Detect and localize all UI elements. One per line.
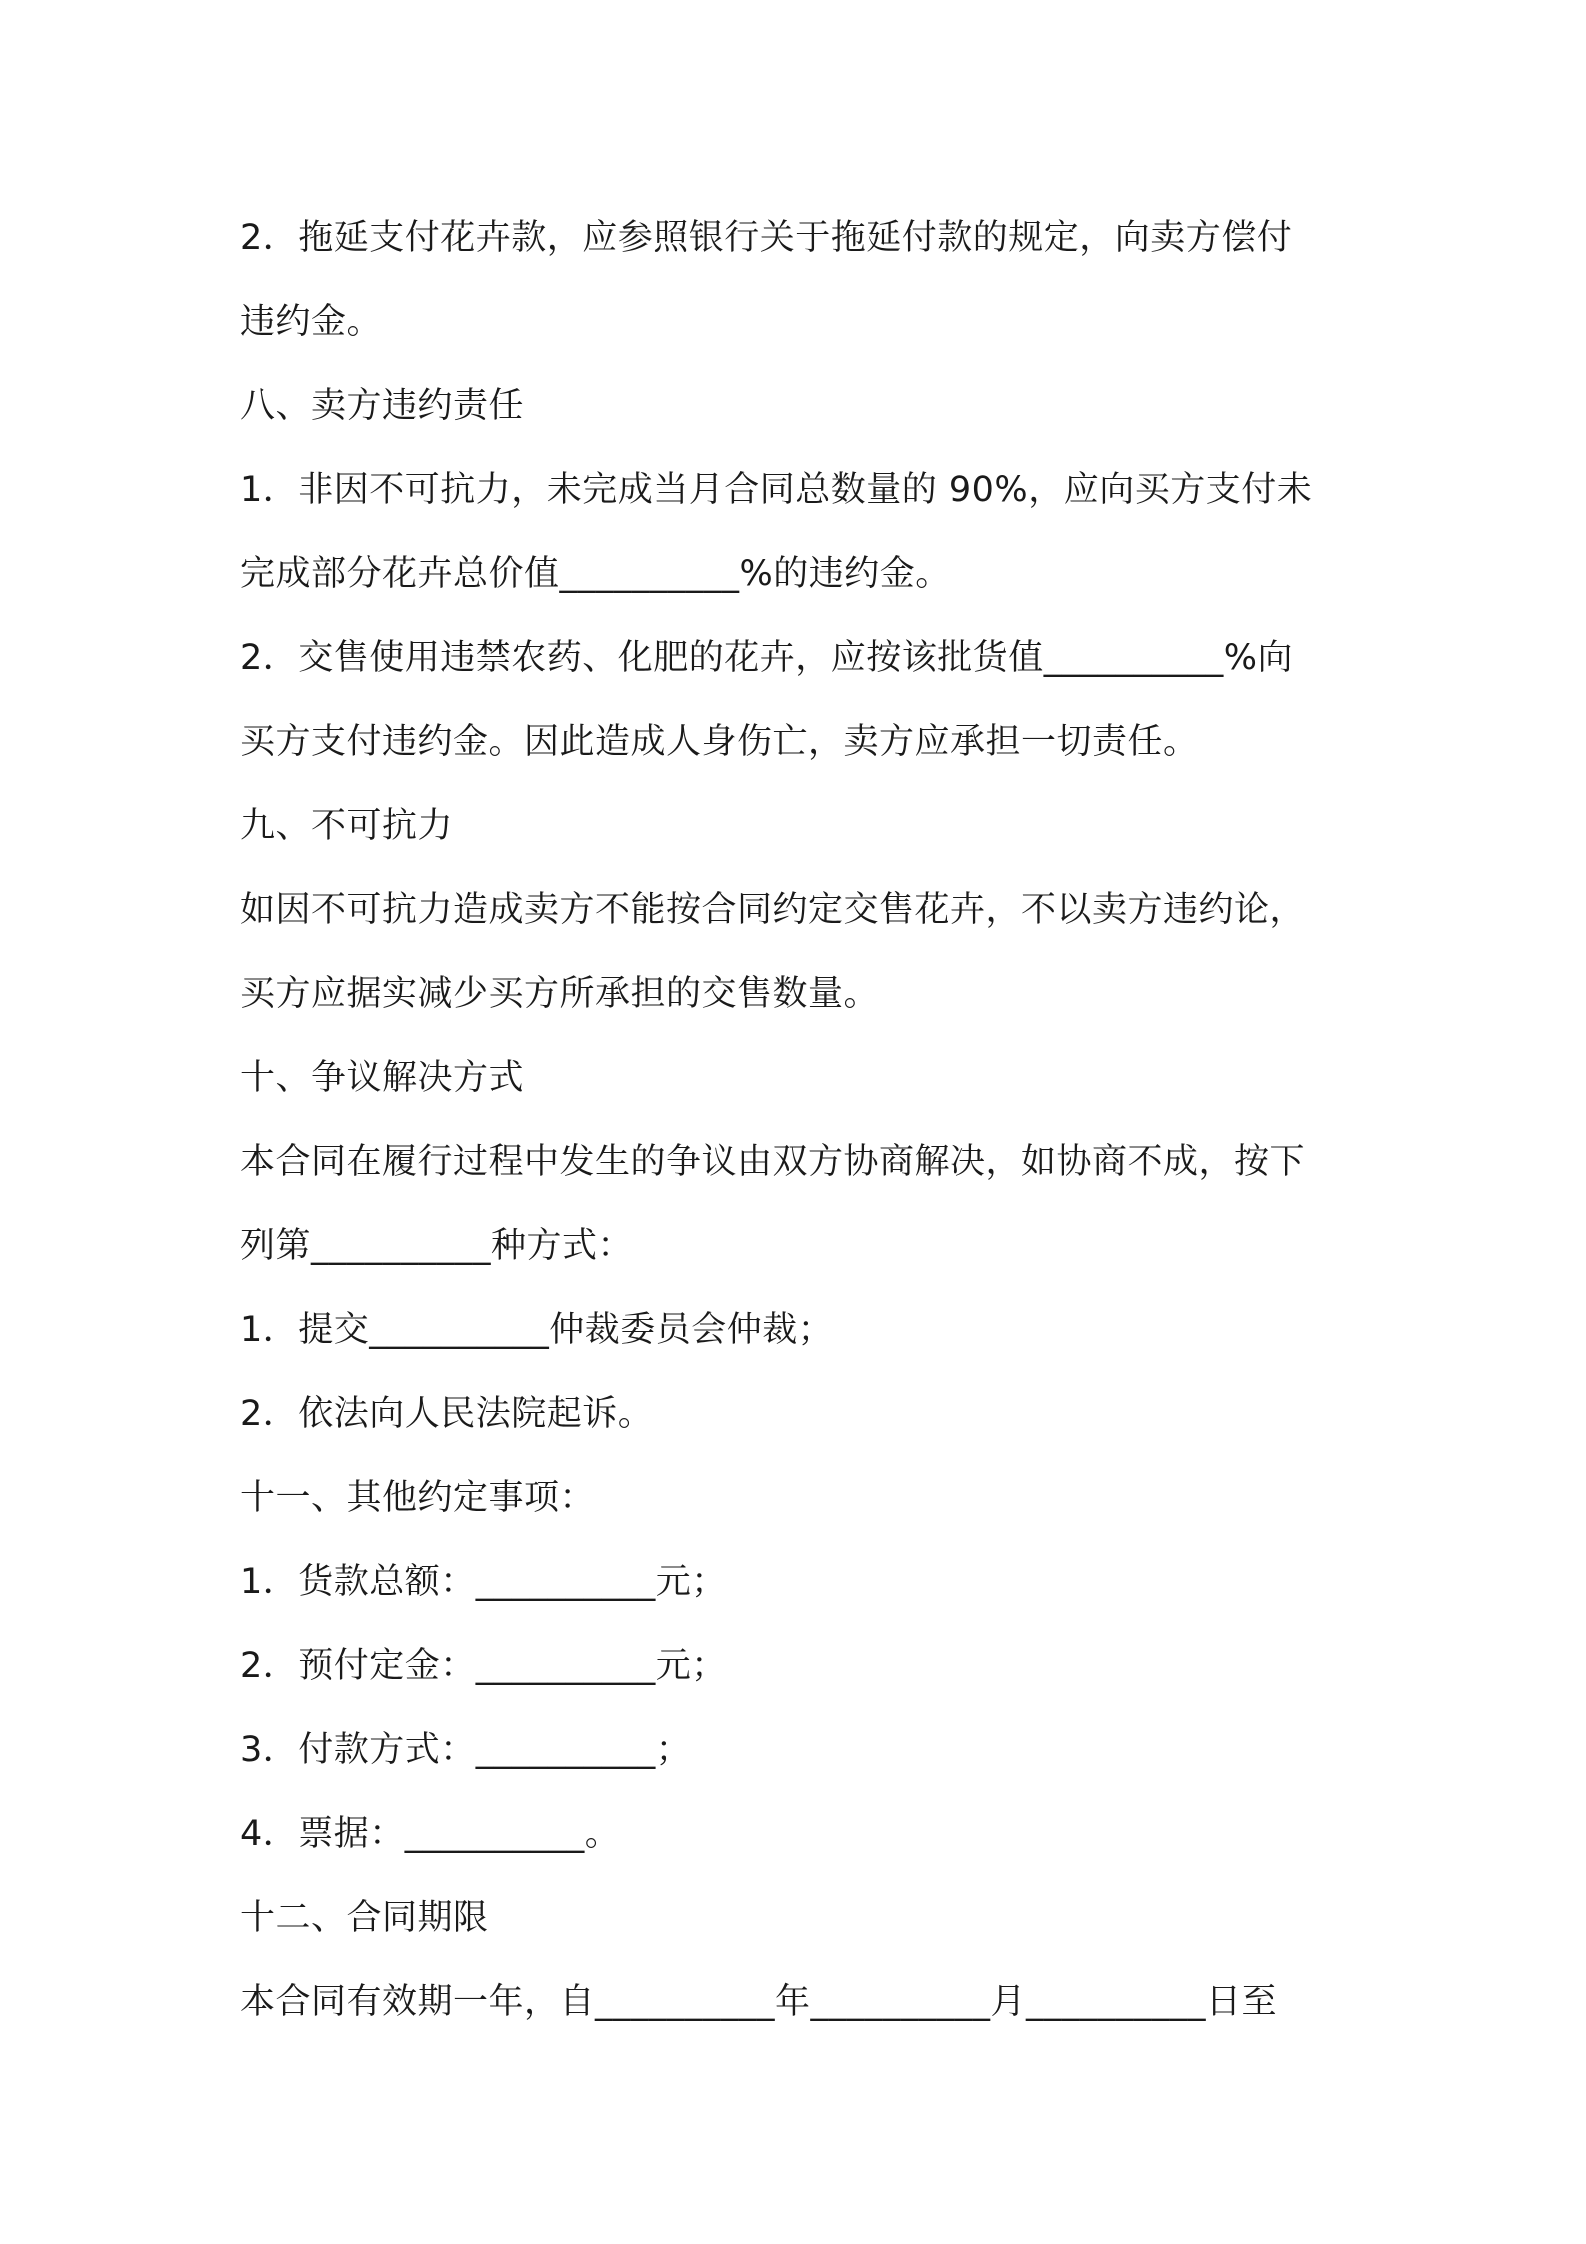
section-heading: 十一、其他约定事项：	[240, 1478, 596, 1518]
paragraph-line: 2．预付定金：__________元；	[240, 1646, 727, 1686]
section-heading: 十、争议解决方式	[240, 1058, 525, 1098]
paragraph-line: 买方应据实减少买方所承担的交售数量。	[240, 974, 880, 1014]
section-heading: 八、卖方违约责任	[240, 386, 525, 426]
paragraph-line: 1．提交__________仲裁委员会仲裁；	[240, 1310, 834, 1350]
paragraph-line: 违约金。	[240, 302, 383, 342]
paragraph-line: 4．票据：__________。	[240, 1814, 621, 1854]
section-heading: 九、不可抗力	[240, 806, 454, 846]
paragraph-line: 如因不可抗力造成卖方不能按合同约定交售花卉，不以卖方违约论，	[240, 890, 1306, 930]
paragraph-line: 买方支付违约金。因此造成人身伤亡，卖方应承担一切责任。	[240, 722, 1199, 762]
paragraph-line: 2．拖延支付花卉款，应参照银行关于拖延付款的规定，向卖方偿付	[240, 218, 1293, 258]
paragraph-line: 2．依法向人民法院起诉。	[240, 1394, 654, 1434]
paragraph-line: 1．货款总额：__________元；	[240, 1562, 727, 1602]
paragraph-line: 列第__________种方式：	[240, 1226, 634, 1266]
paragraph-line: 本合同在履行过程中发生的争议由双方协商解决，如协商不成，按下	[240, 1142, 1306, 1182]
paragraph-line: 完成部分花卉总价值__________%的违约金。	[240, 554, 951, 594]
section-heading: 十二、合同期限	[240, 1898, 489, 1938]
paragraph-line: 2．交售使用违禁农药、化肥的花卉，应按该批货值__________%向	[240, 638, 1294, 678]
paragraph-line: 3．付款方式：__________；	[240, 1730, 692, 1770]
document-body	[240, 196, 1360, 2044]
paragraph-line: 本合同有效期一年，自__________年__________月__________日至	[240, 1982, 1278, 2022]
paragraph-line: 1．非因不可抗力，未完成当月合同总数量的 90%，应向买方支付未	[240, 470, 1313, 510]
